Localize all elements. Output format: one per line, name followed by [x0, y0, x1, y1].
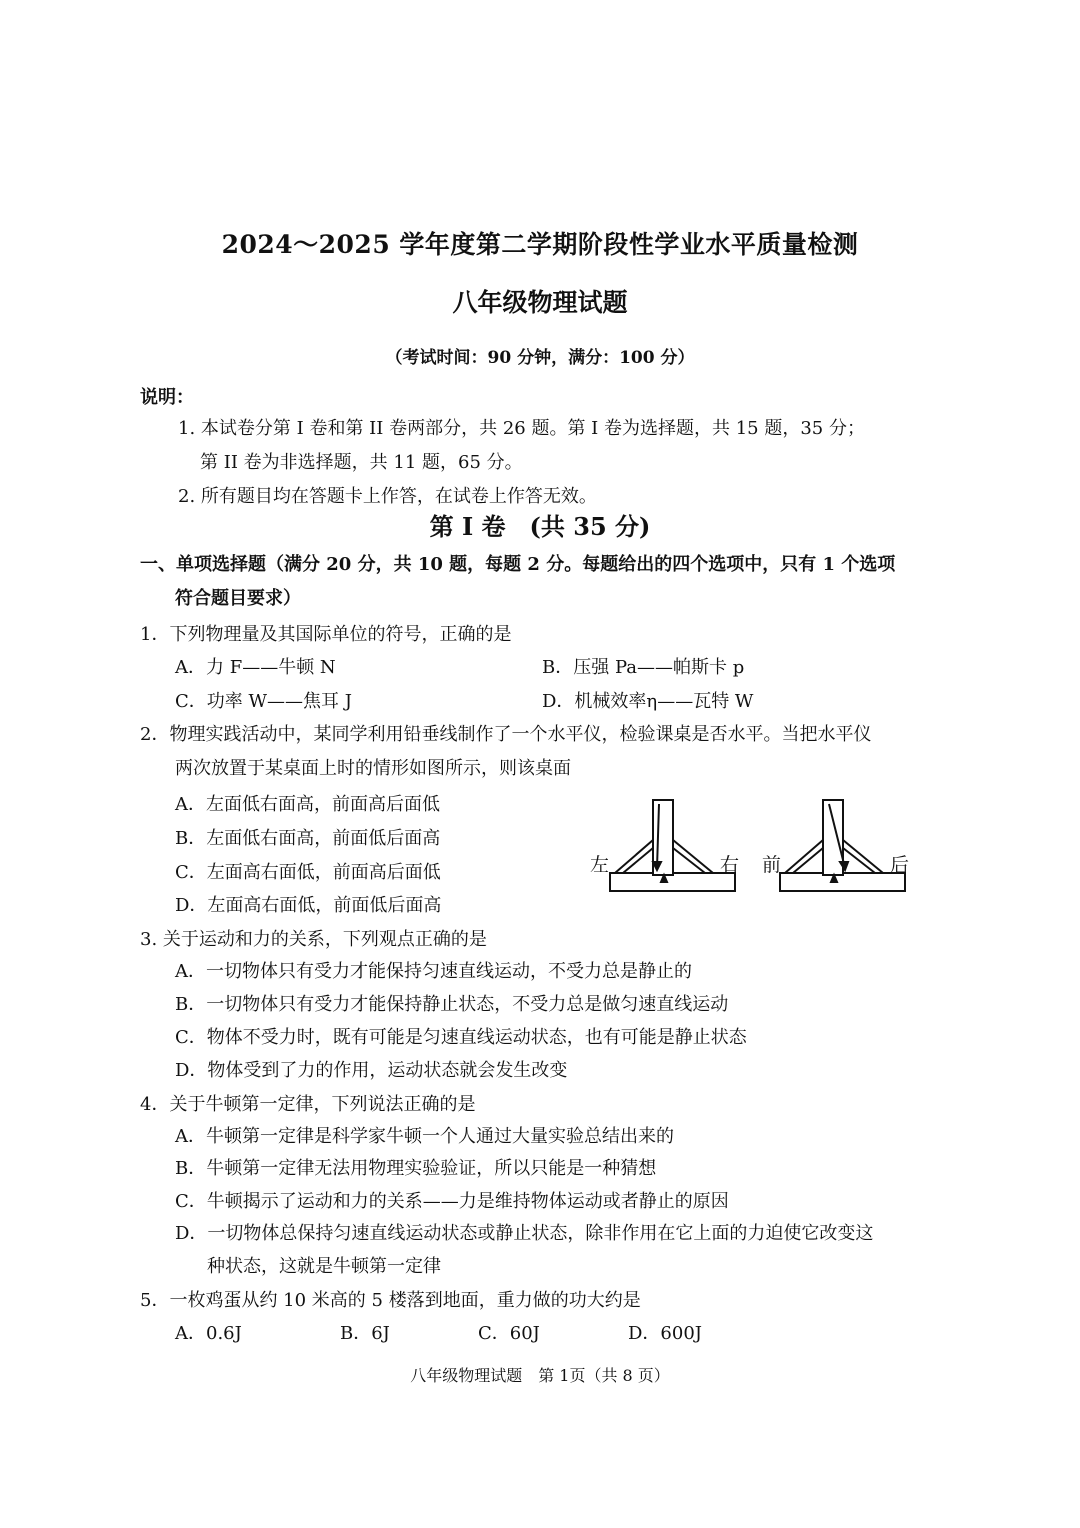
question-4-option-d-cont: 种状态，这就是牛顿第一定律	[207, 1256, 441, 1277]
level-figure	[585, 790, 915, 900]
question-2-option-a: A．左面低右面高，前面高后面低	[175, 794, 440, 815]
question-1-option-b: B．压强 Pa——帕斯卡 p	[542, 657, 745, 678]
section-title: 第 I 卷 (共 35 分)	[429, 512, 651, 541]
question-1-option-a: A．力 F——牛顿 N	[175, 657, 336, 678]
exam-info: （考试时间：90 分钟，满分：100 分）	[385, 348, 695, 368]
part-heading: 一、单项选择题（满分 20 分，共 10 题，每题 2 分。每题给出的四个选项中，只有 1 个选项	[140, 554, 896, 575]
question-3-stem: 3. 关于运动和力的关系，下列观点正确的是	[140, 929, 487, 950]
level-diagram-left-right	[610, 800, 735, 891]
question-3-option-c: C．物体不受力时，既有可能是匀速直线运动状态，也有可能是静止状态	[175, 1027, 747, 1048]
exam-title: 2024～2025 学年度第二学期阶段性学业水平质量检测	[221, 230, 859, 259]
page-footer: 八年级物理试题 第 1页（共 8 页）	[410, 1366, 670, 1385]
question-3-option-b: B．一切物体只有受力才能保持静止状态，不受力总是做匀速直线运动	[175, 994, 729, 1015]
question-4-option-d: D．一切物体总保持匀速直线运动状态或静止状态，除非作用在它上面的力迫使它改变这	[175, 1223, 874, 1244]
exam-subtitle: 八年级物理试题	[452, 288, 628, 317]
figure-label-right: 右	[720, 854, 740, 876]
part-heading-cont: 符合题目要求）	[175, 588, 301, 609]
instructions-label: 说明：	[140, 387, 194, 408]
question-4-stem: 4．关于牛顿第一定律，下列说法正确的是	[140, 1094, 476, 1115]
question-2-option-d: D．左面高右面低，前面低后面高	[175, 895, 442, 916]
question-2-option-b: B．左面低右面高，前面低后面高	[175, 828, 441, 849]
figure-label-front: 前	[762, 854, 782, 876]
instruction-1: 1. 本试卷分第 I 卷和第 II 卷两部分，共 26 题。第 I 卷为选择题，共 15 题，35 分；	[178, 418, 865, 439]
question-4-option-b: B．牛顿第一定律无法用物理实验验证，所以只能是一种猜想	[175, 1158, 657, 1179]
figure-label-left: 左	[590, 854, 610, 876]
figure-label-back: 后	[890, 854, 910, 876]
question-2-stem: 2．物理实践活动中，某同学利用铅垂线制作了一个水平仪，检验课桌是否水平。当把水平仪	[140, 724, 872, 745]
question-4-option-c: C．牛顿揭示了运动和力的关系——力是维持物体运动或者静止的原因	[175, 1191, 729, 1212]
question-5-option-a: A．0.6J	[175, 1323, 242, 1344]
question-3-option-d: D．物体受到了力的作用，运动状态就会发生改变	[175, 1060, 568, 1081]
question-1-stem: 1．下列物理量及其国际单位的符号，正确的是	[140, 624, 512, 645]
question-5-option-b: B．6J	[340, 1323, 390, 1344]
question-5-option-d: D．600J	[628, 1323, 703, 1344]
level-diagram-front-back	[780, 800, 905, 891]
instruction-2: 2. 所有题目均在答题卡上作答，在试卷上作答无效。	[178, 486, 597, 507]
question-4-option-a: A．牛顿第一定律是科学家牛顿一个人通过大量实验总结出来的	[175, 1126, 674, 1147]
question-2-stem-cont: 两次放置于某桌面上时的情形如图所示，则该桌面	[175, 758, 571, 779]
question-1-option-c: C．功率 W——焦耳 J	[175, 691, 352, 712]
instruction-1-cont: 第 II 卷为非选择题，共 11 题，65 分。	[200, 452, 523, 473]
question-5-option-c: C．60J	[478, 1323, 540, 1344]
question-2-option-c: C．左面高右面低，前面高后面低	[175, 862, 441, 883]
question-3-option-a: A．一切物体只有受力才能保持匀速直线运动，不受力总是静止的	[175, 961, 692, 982]
question-1-option-d: D．机械效率η——瓦特 W	[542, 691, 754, 712]
question-5-stem: 5．一枚鸡蛋从约 10 米高的 5 楼落到地面，重力做的功大约是	[140, 1290, 641, 1311]
